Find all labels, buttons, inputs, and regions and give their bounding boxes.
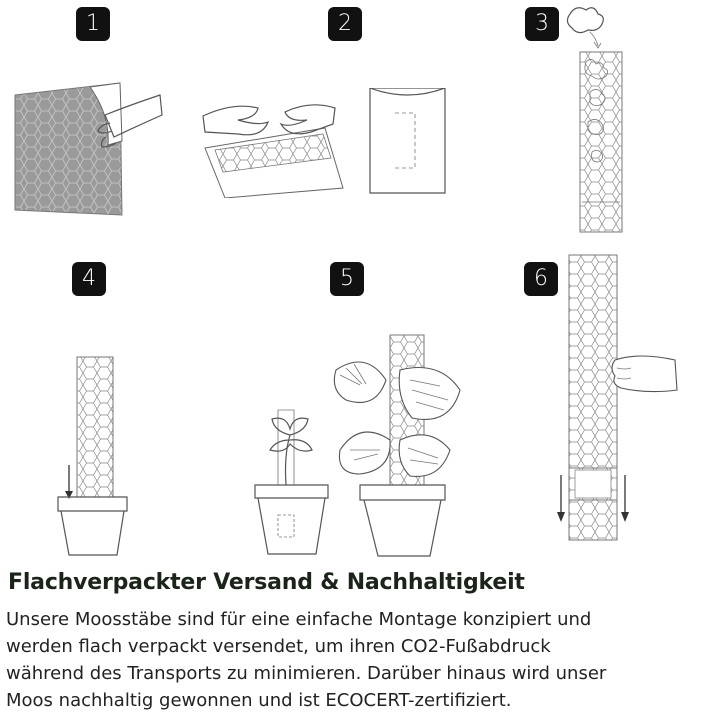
step-4-badge: 4 — [72, 262, 106, 296]
section-heading: Flachverpackter Versand & Nachhaltigkeit — [8, 570, 525, 595]
peel-backing-icon — [10, 75, 170, 220]
extend-pole-icon — [553, 250, 683, 545]
description-line: während des Transports zu minimieren. Darüber hinaus wird unser — [6, 663, 607, 684]
step-6-badge: 6 — [524, 262, 558, 296]
description-paragraph — [6, 606, 716, 714]
insert-in-pot-icon — [55, 355, 135, 560]
step-5-badge: 5 — [330, 262, 364, 296]
description-line: Unsere Moosstäbe sind für eine einfache Montage konzipiert und — [6, 609, 592, 630]
description-line: Moos nachhaltig gewonnen und ist ECOCERT-zertifiziert. — [6, 690, 512, 711]
fold-sheet-icon — [195, 88, 465, 198]
step-1-badge: 1 — [76, 7, 110, 41]
fill-moss-icon — [560, 2, 650, 237]
attach-plant-icon — [250, 330, 475, 560]
description-line: werden flach verpackt versendet, um ihren CO2-Fußabdruck — [6, 636, 551, 657]
step-2-badge: 2 — [328, 7, 362, 41]
step-3-badge: 3 — [525, 7, 559, 41]
